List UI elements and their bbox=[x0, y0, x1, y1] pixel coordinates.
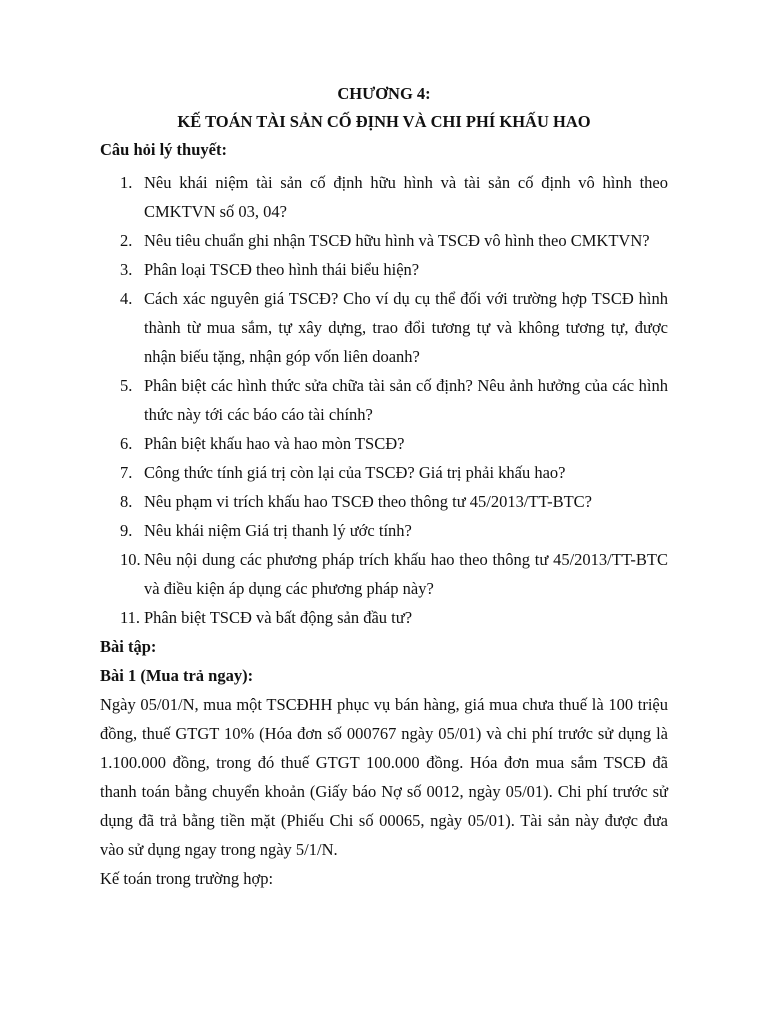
question-item bbox=[100, 545, 668, 603]
question-item bbox=[100, 226, 668, 255]
question-item bbox=[100, 255, 668, 284]
question-text: Nêu khái niệm tài sản cố định hữu hình và tài sản cố định vô hình theo CMKTVN số 03, 04? bbox=[144, 173, 668, 221]
question-number: 2. bbox=[120, 231, 133, 250]
question-number: 3. bbox=[120, 260, 133, 279]
question-text: Nêu nội dung các phương pháp trích khấu hao theo thông tư 45/2013/TT-BTC và điều kiện áp dụng các phương pháp này? bbox=[144, 550, 668, 598]
question-item bbox=[100, 429, 668, 458]
question-text: Cách xác nguyên giá TSCĐ? Cho ví dụ cụ thể đối với trường hợp TSCĐ hình thành từ mua sắm, tự xây dựng, trao đổi tương tự và không tương tự, được nhận biếu tặng, nhận góp vốn liên doanh? bbox=[144, 289, 668, 366]
chapter-number: CHƯƠNG 4: bbox=[337, 84, 431, 103]
question-list bbox=[100, 168, 668, 632]
question-number: 11. bbox=[120, 608, 141, 627]
chapter-title: KẾ TOÁN TÀI SẢN CỐ ĐỊNH VÀ CHI PHÍ KHẤU HAO bbox=[177, 112, 591, 131]
exercise-1-prompt: Kế toán trong trường hợp: bbox=[100, 869, 274, 888]
question-number: 10. bbox=[120, 550, 141, 569]
question-text: Phân biệt khấu hao và hao mòn TSCĐ? bbox=[144, 434, 405, 453]
exercise-1-heading: Bài 1 (Mua trả ngay): bbox=[100, 666, 254, 685]
question-number: 4. bbox=[120, 289, 133, 308]
question-text: Nêu khái niệm Giá trị thanh lý ước tính? bbox=[144, 521, 412, 540]
question-item bbox=[100, 458, 668, 487]
question-number: 7. bbox=[120, 463, 133, 482]
question-text: Phân biệt TSCĐ và bất động sản đầu tư? bbox=[144, 608, 413, 627]
question-number: 1. bbox=[120, 173, 133, 192]
question-item bbox=[100, 168, 668, 226]
question-text: Phân biệt các hình thức sửa chữa tài sản cố định? Nêu ảnh hưởng của các hình thức này tới các báo cáo tài chính? bbox=[144, 376, 668, 424]
question-number: 5. bbox=[120, 376, 133, 395]
question-text: Nêu phạm vi trích khấu hao TSCĐ theo thông tư 45/2013/TT-BTC? bbox=[144, 492, 592, 511]
question-item bbox=[100, 284, 668, 371]
exercise-1-body: Ngày 05/01/N, mua một TSCĐHH phục vụ bán hàng, giá mua chưa thuế là 100 triệu đồng, thuế GTGT 10% (Hóa đơn số 000767 ngày 05/01) và chi phí trước sử dụng là 1.100.000 đồng, trong đó thuế GTGT 100.000 đồng. Hóa đơn mua sắm TSCĐ đã thanh toán bằng chuyển khoản (Giấy báo Nợ số 0012, ngày 05/01). Chi phí trước sử dụng đã trả bằng tiền mặt (Phiếu Chi số 00065, ngày 05/01). Tài sản này được đưa vào sử dụng ngay trong ngày 5/1/N. bbox=[100, 695, 668, 859]
question-text: Nêu tiêu chuẩn ghi nhận TSCĐ hữu hình và TSCĐ vô hình theo CMKTVN? bbox=[144, 231, 650, 250]
question-text: Công thức tính giá trị còn lại của TSCĐ? Giá trị phải khấu hao? bbox=[144, 463, 566, 482]
theory-heading: Câu hỏi lý thuyết: bbox=[100, 140, 227, 159]
question-number: 8. bbox=[120, 492, 133, 511]
question-number: 9. bbox=[120, 521, 133, 540]
question-text: Phân loại TSCĐ theo hình thái biểu hiện? bbox=[144, 260, 420, 279]
exercises-heading: Bài tập: bbox=[100, 637, 157, 656]
question-item bbox=[100, 487, 668, 516]
question-item bbox=[100, 516, 668, 545]
question-number: 6. bbox=[120, 434, 133, 453]
question-item bbox=[100, 603, 668, 632]
question-item bbox=[100, 371, 668, 429]
